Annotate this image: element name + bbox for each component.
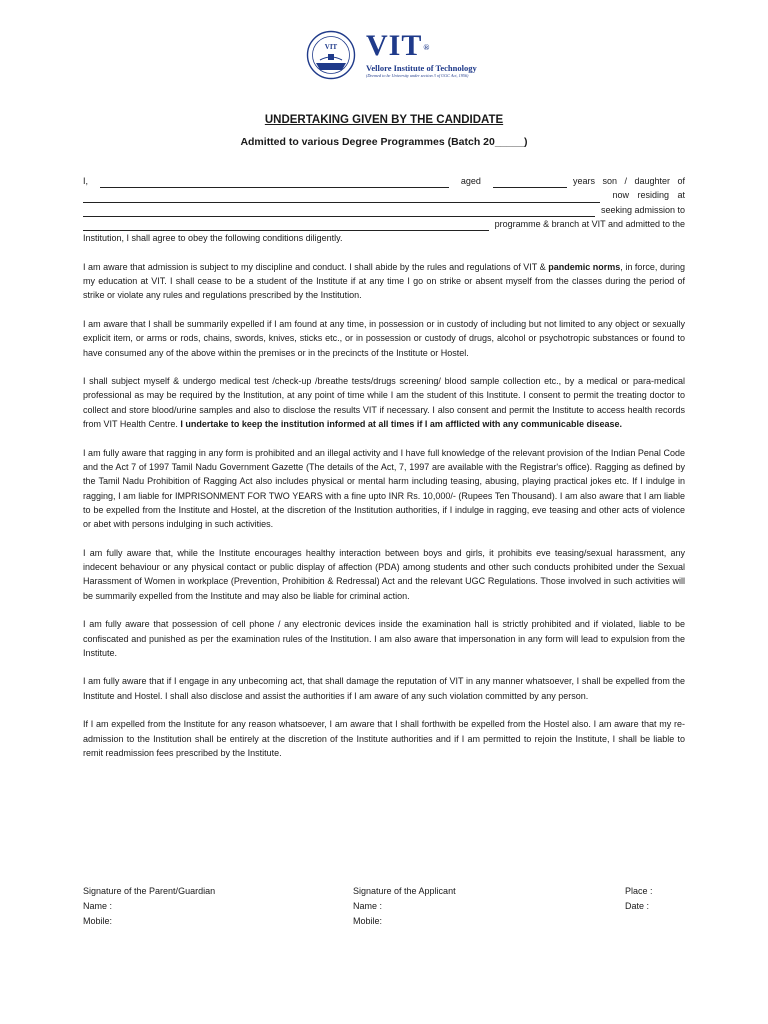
- intro-line-3: [83, 203, 685, 217]
- applicant-signature-label: Signature of the Applicant: [353, 886, 456, 896]
- applicant-name-label: Name :: [353, 900, 383, 911]
- paragraph-reputation: I am fully aware that if I engage in any unbecoming act, that shall damage the reputation of VIT in any manner whatsoever, I shall be expelled from the Institute and Hostel. I shall also disclose and assist the authorities if I am aware of any such violation committed by any person.: [83, 676, 685, 701]
- paragraph-possession: I am aware that I shall be summarily expelled if I am found at any time, in possession or in custody of including but not limited to any object or sexually explicit item, or arms or rods, chains, swords, knives, sticks etc., or in possession or custody of drugs, alcohol or psychotropic substances or found to have consumed any of the above within the premises or in the precincts of the Institute or Hostel.: [83, 318, 685, 358]
- intro-programme: programme & branch at VIT and admitted to the: [494, 218, 685, 229]
- intro-residing: now residing at: [612, 190, 685, 201]
- intro-i: I,: [83, 176, 89, 186]
- logo-tagline: (Deemed to be University under section 3 of UGC Act, 1956): [366, 73, 469, 78]
- parent-signature-block: [83, 884, 215, 928]
- paragraph-expulsion: If I am expelled from the Institute for any reason whatsoever, I am aware that I shall forthwith be expelled from the Hostel also. I am aware that my re-admission to the Institution shall be entirely at the discretion of the Institute authorities and if I am permitted to rejoin the Institute, I shall be liable to remit readmission fees prescribed by the Institute.: [83, 719, 685, 758]
- intro-years: years son / daughter of: [572, 176, 685, 186]
- address-blank[interactable]: [83, 206, 595, 217]
- intro-line-4: [83, 217, 685, 231]
- applicant-mobile-label: Mobile:: [353, 915, 383, 926]
- paragraph-harassment: I am fully aware that, while the Institute encourages healthy interaction between boys and girls, it prohibits eve teasing/sexual harassment, any indecent behaviour or any physical contact or public display of affection (PDA) among students and other such conducts prohibited under the Sexual Harassment of Women in workplace (Prevention, Prohibition & Redressal) Act and the relevant UGC Regulations. Those involved in such activities will be summarily expelled from the Institute and may also be liable for criminal action.: [83, 547, 685, 601]
- paragraph-discipline: I am aware that admission is subject to my discipline and conduct. I shall abide by the rules and regulations of VIT & pandemic norms, in force, during my education at VIT. I shall cease to be a student of the Institute if at any time I go on strike or absent myself from the classes during the period of strike or violate any rules and regulations prescribed by the Institution.: [83, 261, 685, 301]
- logo-subtitle: Vellore Institute of Technology: [366, 63, 477, 73]
- parent-mobile-label: Mobile:: [83, 915, 113, 926]
- intro-closing: Institution, I shall agree to obey the following conditions diligently.: [83, 233, 343, 244]
- name-blank[interactable]: [100, 177, 449, 188]
- vit-seal-icon: [306, 30, 356, 80]
- document-title: UNDERTAKING GIVEN BY THE CANDIDATE: [264, 114, 504, 126]
- seal-text: VIT: [324, 43, 338, 51]
- intro-line-2: [83, 188, 685, 202]
- parent-name-label: Name :: [83, 900, 113, 911]
- parent-signature-label: Signature of the Parent/Guardian: [83, 886, 216, 896]
- place-date-block: [625, 884, 653, 914]
- document-subtitle: Admitted to various Degree Programmes (Batch 20_____): [240, 136, 528, 148]
- programme-blank[interactable]: [83, 220, 489, 231]
- paragraph-ragging: I am fully aware that ragging in any form is prohibited and an illegal activity and I have full knowledge of the relevant provision of the Indian Penal Code and the Act 7 of 1997 Tamil Nadu Government Gazette (The details of the Act, 7, 1997 are available with the Registrar's office). Ragging as defined by the Tamil Nadu Prohibition of Ragging Act also includes physical or mental harm including teasing, abusing, playing practical jokes etc. If I indulge in ragging, I am liable for IMPRISONMENT FOR TWO YEARS with a fine upto INR Rs. 10,000/- (Rupees Ten Thousand). I am also aware that I am liable to be expelled from the Institute and Hostel, at the discretion of the Institution authorities, if I indulge in ragging, eve teasing and other acts of violence or abet with persons indulging in such activities.: [83, 447, 685, 530]
- logo-name: VIT ®: [366, 29, 431, 62]
- paragraph-electronic-devices: I am fully aware that possession of cell phone / any electronic devices inside the examination hall is strictly prohibited and if violated, liable to be confiscated and punished as per the examination rules of the Institution. I am also aware that impersonation in any form will lead to expulsion from the Institute.: [83, 619, 685, 658]
- applicant-signature-block: [353, 884, 456, 928]
- age-blank[interactable]: [493, 177, 567, 188]
- registered-mark: ®: [423, 43, 431, 52]
- parent-name-blank[interactable]: [83, 192, 600, 203]
- paragraph-medical: I shall subject myself & undergo medical test /check-up /breathe tests/drugs screening/ blood sample collection etc., by a medical or para-medical professional as may be required by the Institution, at any point of time while I am the student of this Institute. I consent to permit the treating doctor to collect and store blood/urine samples and also to disclose the results VIT if necessary. I also consent and permit the Institute to access health records from VIT Health Centre. I undertake to keep the institution informed at all times if I am afflicted with any communicable disease.: [83, 376, 685, 430]
- vit-logo: [306, 29, 477, 84]
- document-body: [83, 174, 685, 760]
- intro-aged: aged: [460, 176, 481, 186]
- place-label: Place :: [625, 886, 653, 896]
- intro-line-1: [83, 174, 685, 188]
- intro-seeking: seeking admission to: [600, 204, 685, 215]
- date-label: Date :: [625, 900, 650, 911]
- logo-wordmark: [366, 30, 476, 79]
